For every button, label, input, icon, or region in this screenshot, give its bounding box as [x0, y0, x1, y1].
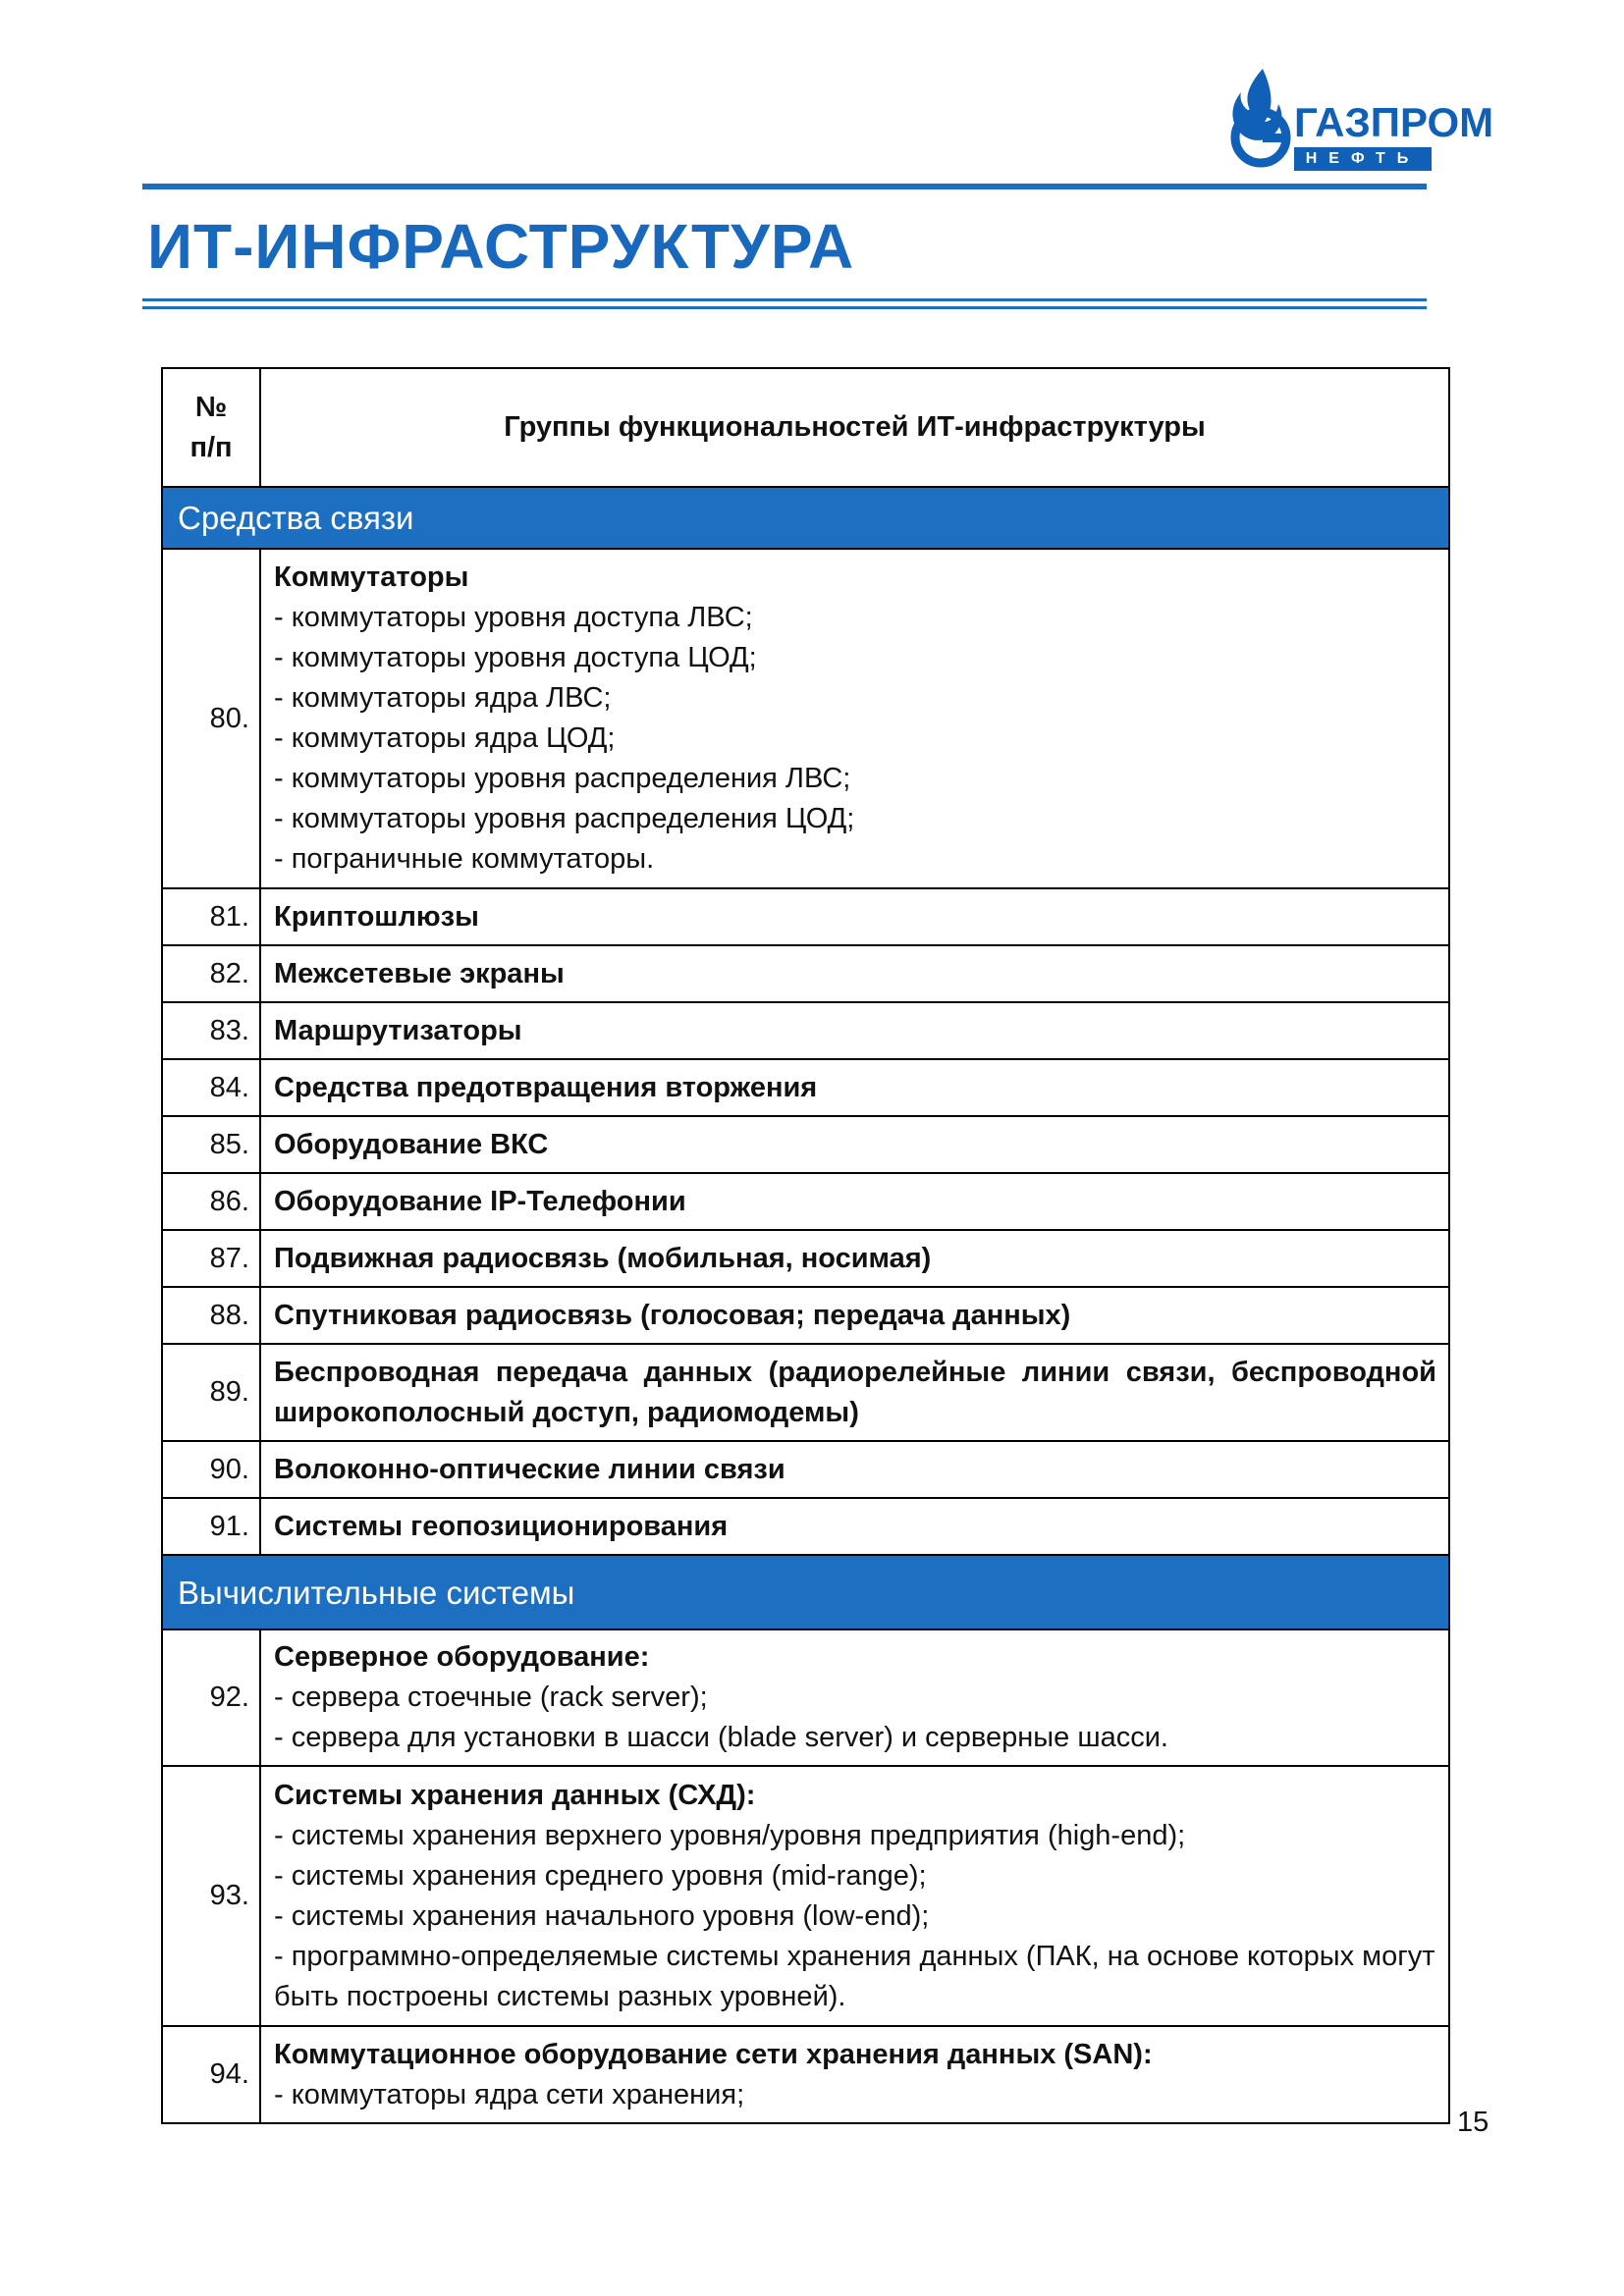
row-title: Системы хранения данных (СХД): [274, 1779, 756, 1811]
row-line: - коммутаторы ядра ЛВС; [274, 682, 612, 714]
row-line: - коммутаторы ядра ЦОД; [274, 722, 616, 754]
row-line: - системы хранения среднего уровня (mid-range); [274, 1859, 927, 1892]
table-row [162, 1002, 1449, 1059]
header-num-cell [162, 368, 260, 487]
table-row [162, 1441, 1449, 1498]
row-number: 94. [162, 2026, 260, 2123]
page-title: ИТ-ИНФРАСТРУКТУРА [147, 211, 855, 282]
section-row-communications [162, 487, 1449, 549]
row-description [260, 1629, 1449, 1766]
section-title: Вычислительные системы [162, 1555, 1449, 1629]
row-number: 90. [162, 1441, 260, 1498]
header-rule [142, 184, 1427, 189]
table-row [162, 1344, 1449, 1441]
row-number: 92. [162, 1629, 260, 1766]
table-row [162, 2026, 1449, 2123]
row-title: Коммутаторы [274, 561, 469, 593]
row-number: 85. [162, 1116, 260, 1173]
row-number: 91. [162, 1498, 260, 1555]
row-number: 83. [162, 1002, 260, 1059]
row-title: Оборудование ВКС [260, 1116, 1449, 1173]
row-line: - системы хранения начального уровня (low-end); [274, 1899, 930, 1932]
table-row [162, 1287, 1449, 1344]
row-number: 82. [162, 945, 260, 1002]
row-line: - сервера для установки в шасси (blade server) и серверные шасси. [274, 1722, 1168, 1753]
title-underline-2 [142, 306, 1427, 309]
row-description [260, 2026, 1449, 2123]
gazprom-neft-logo [1229, 65, 1494, 173]
row-title: Системы геопозиционирования [260, 1498, 1449, 1555]
row-title: Оборудование IP-Телефонии [260, 1173, 1449, 1230]
section-row-computing [162, 1555, 1449, 1629]
row-number: 88. [162, 1287, 260, 1344]
row-title: Спутниковая радиосвязь (голосовая; передача данных) [260, 1287, 1449, 1344]
table-row [162, 1766, 1449, 2026]
table-row [162, 1629, 1449, 1766]
row-number: 80. [162, 549, 260, 888]
row-line: - системы хранения верхнего уровня/уровня предприятия (high-end); [274, 1819, 1186, 1851]
table-row [162, 1173, 1449, 1230]
row-line: - коммутаторы уровня доступа ЛВС; [274, 602, 753, 633]
row-number: 93. [162, 1766, 260, 2026]
table-row [162, 945, 1449, 1002]
header-num-line2: п/п [189, 431, 233, 463]
row-description [260, 1766, 1449, 2026]
table-header-row [162, 368, 1449, 487]
functionality-table [161, 367, 1450, 2124]
row-number: 84. [162, 1059, 260, 1116]
title-underline-1 [142, 298, 1427, 301]
row-title: Коммутационное оборудование сети хранения данных (SAN): [274, 2038, 1153, 2070]
row-title: Серверное оборудование: [274, 1641, 650, 1673]
row-title: Подвижная радиосвязь (мобильная, носимая) [260, 1230, 1449, 1287]
row-title: Волоконно-оптические линии связи [260, 1441, 1449, 1498]
flame-icon [1229, 65, 1292, 171]
logo-sub-text: НЕФТЬ [1294, 147, 1432, 171]
row-line: - коммутаторы уровня распределения ЦОД; [274, 803, 855, 834]
logo-brand-text: ГАЗПРОМ [1294, 99, 1494, 145]
row-line: - программно-определяемые системы хранения данных (ПАК, на основе которых могут быть построены системы разных уровней). [274, 1940, 1435, 2012]
row-title: Криптошлюзы [260, 888, 1449, 945]
row-title: Межсетевые экраны [260, 945, 1449, 1002]
row-line: - коммутаторы уровня распределения ЛВС; [274, 763, 851, 794]
row-number: 87. [162, 1230, 260, 1287]
table-row [162, 1059, 1449, 1116]
table-row [162, 1116, 1449, 1173]
page-number: 15 [1457, 2107, 1489, 2138]
row-title: Маршрутизаторы [260, 1002, 1449, 1059]
row-description [260, 549, 1449, 888]
row-title: Беспроводная передача данных (радиорелейные линии связи, беспроводной широкополосный доступ, радиомодемы) [260, 1344, 1449, 1441]
row-number: 81. [162, 888, 260, 945]
table-row [162, 888, 1449, 945]
row-line: - пограничные коммутаторы. [274, 843, 655, 875]
header-num-line1: № [194, 391, 228, 423]
table-row [162, 549, 1449, 888]
row-number: 89. [162, 1344, 260, 1441]
header-title-cell: Группы функциональностей ИТ-инфраструктуры [260, 368, 1449, 487]
table-row [162, 1230, 1449, 1287]
table-row [162, 1498, 1449, 1555]
section-title: Средства связи [162, 487, 1449, 549]
row-title: Средства предотвращения вторжения [260, 1059, 1449, 1116]
row-line: - коммутаторы ядра сети хранения; [274, 2078, 745, 2110]
row-line: - коммутаторы уровня доступа ЦОД; [274, 642, 757, 673]
row-line: - сервера стоечные (rack server); [274, 1682, 708, 1713]
row-number: 86. [162, 1173, 260, 1230]
